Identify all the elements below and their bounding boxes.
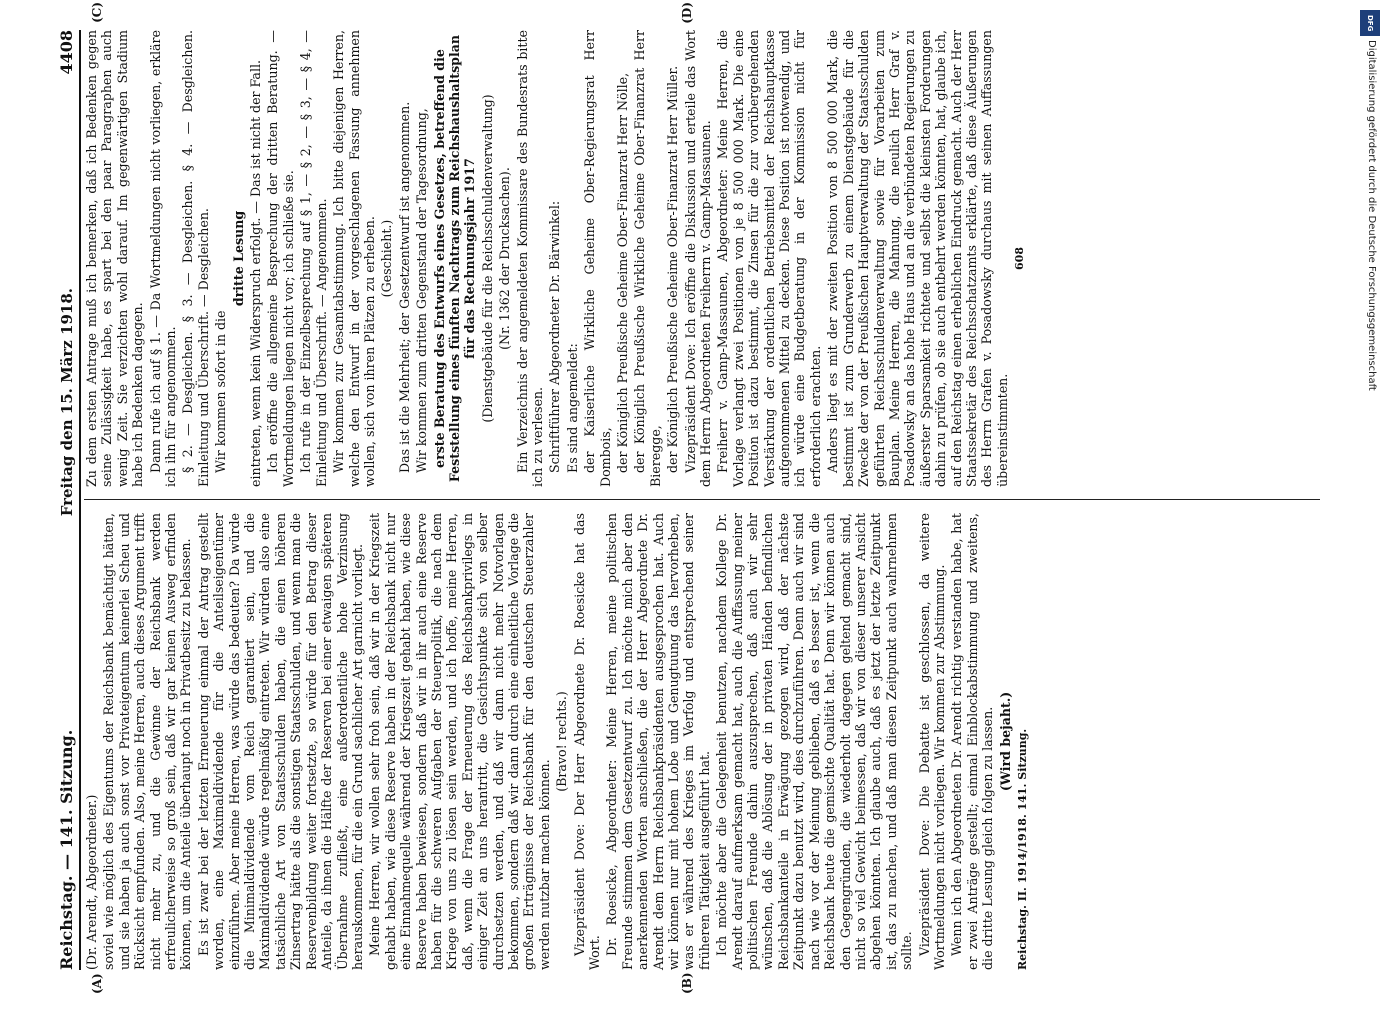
commissioner-item: der Königlich Preußische Wirkliche Geheime Ober-Finanzrat Herr Bieregge,: [632, 30, 663, 487]
bill-title: erste Beratung des Entwurfs eines Gesetzes, betreffend die Feststellung eines fünften Nachtrags zum Reichshaushaltsplan für das Rechnungsjahr 1917: [431, 34, 478, 483]
speaker-tag: (Dr. Arendt, Abgeordneter.): [84, 794, 99, 970]
page-number: 4408: [57, 30, 76, 75]
president-remark: Vizepräsident Dove: Der Herr Abgeordnete Dr. Roesicke hat das Wort.: [571, 513, 602, 970]
paragraph: eintreten, wenn kein Widerspruch erfolgt. — Das ist nicht der Fall.: [248, 59, 264, 487]
right-column: [84, 30, 1320, 487]
paragraph: Das ist die Mehrheit; der Gesetzentwurf ist angenommen.: [396, 101, 412, 473]
text-columns: [84, 30, 1320, 970]
commissioner-item: der Königlich Preußische Geheime Ober-Finanzrat Herr Müller.: [665, 65, 681, 473]
paragraph: Ich rufe in der Einzelbesprechung auf § 1, — § 2, — § 3, — § 4, — Einleitung und Überschrift. — Angenommen.: [298, 30, 329, 487]
rotated-page-content: [40, 0, 1340, 1000]
print-number: (Nr. 1362 der Drucksachen).: [497, 167, 513, 350]
left-column: [84, 513, 1320, 970]
paragraph: Ich möchte aber die Gelegenheit benutzen, nachdem Kollege Dr. Arendt darauf aufmerksam gemacht hat, auch die Auffassung meiner politischen Freunde dahin auszusprechen, daß auch wir sehr wünschen, daß die Ablösung der in privaten Händen befindlichen Reichsbankanteile in Erwägung gezogen wird, daß der nächste Zeitpunkt dazu benutzt wird, dies durchzuführen. Denn auch wir sind nach wie vor der Meinung geblieben, daß es besser ist, wenn die Reichsbank heute die gemischte Qualität hat. Denn wir können auch den Gegengründen, die wiederholt dagegen geltend gemacht sind, nicht so viel Gewicht beimessen, daß wir von dieser unserer Ansicht abgehen könnten. Ich glaube auch, daß es jetzt der letzte Zeitpunkt ist, das zu machen, und daß man diesen Zeitpunkt auch wahrnehmen sollte.: [714, 513, 915, 970]
paragraph: Dann rufe ich auf § 1. — Da Wortmeldungen nicht vorliegen, erkläre ich ihn für angenommen.: [147, 30, 179, 487]
paragraph: Ich eröffne die allgemeine Besprechung der dritten Beratung. — Wortmeldungen liegen nicht vor; ich schließe sie.: [265, 30, 296, 487]
paragraph: Wir kommen sofort in die: [213, 310, 229, 473]
paragraph: Zu dem ersten Antrage muß ich bemerken, daß ich Bedenken gegen seine Zulässigkeit habe, es spart bei den paar Paragraphen auch wenig Zeit. Sie verzichten wohl darauf. Im gegenwärtigen Stadium habe ich Bedenken dagegen.: [84, 30, 146, 487]
section-heading: dritte Lesung: [230, 210, 246, 307]
commissioner-item: der Königlich Preußische Geheime Ober-Finanzrat Herr Nölle,: [615, 72, 630, 473]
commissioner-item: der Kaiserliche Wirkliche Geheime Ober-Regierungsrat Herr Dombois,: [582, 30, 613, 487]
secretary-speaker: Schriftführer Abgeordneter Dr. Bärwinkel:: [547, 200, 563, 473]
margin-mark-b: (B): [680, 972, 694, 994]
paragraph: Freiherr v. Gamp-Massaunen, Abgeordneter: Meine Herren, die Vorlage verlangt zwei Positionen von je 8 500 000 Mark. Die eine Position ist dazu bestimmt, die Zinsen für die zur vorübergehenden Verstärkung der ordentlichen Betriebsmittel der Reichshauptkasse aufgenommenen Mittel zu decken. Diese Position ist notwendig, und ich würde eine Budgetberatung in der Kommission nicht für erforderlich erachten.: [715, 30, 823, 487]
note: (Wird bejaht.): [997, 691, 1013, 792]
margin-mark-c: (C): [90, 2, 104, 23]
page-footer-number: 608: [1013, 247, 1027, 270]
paragraph: Dr. Roesicke, Abgeordneter: Meine Herren, meine politischen Freunde stimmen dem Gesetzentwurf zu. Ich möchte mich aber den anerkennenden Worten anschließen, die der Herr Abgeordnete Dr. Arendt dem Herrn Reichsbankpräsidenten ausgesprochen hat. Auch wir können nur mit hohem Lobe und Genugtuung das hervorheben, was er während des Krieges im Verfolg und entsprechend seiner früheren Tätigkeit ausgeführt hat.: [604, 513, 712, 970]
paragraph: Wir kommen zur Gesamtabstimmung. Ich bitte diejenigen Herren, welche den Entwurf in der vorgeschlagenen Fassung annehmen wollen, sich von ihren Plätzen zu erheben.: [331, 30, 377, 487]
page-header: [54, 30, 81, 970]
president-remark: Vizepräsident Dove: Ich eröffne die Diskussion und erteile das Wort dem Herrn Abgeordneten Freiherrn v. Gamp-Massaunen.: [682, 30, 714, 487]
dfg-logo: DFG: [1360, 10, 1380, 36]
paragraph: Wir kommen zum dritten Gegenstand der Tagesordnung,: [414, 108, 430, 473]
paragraph: Ein Verzeichnis der angemeldeten Kommissare des Bundesrats bitte ich zu verlesen.: [514, 30, 545, 487]
applause-note: (Bravo! rechts.): [554, 691, 570, 792]
paragraph: Es ist zwar bei der letzten Erneuerung einmal der Antrag gestellt worden, eine Maximaldividende für die Anteilseigentümer einzuführen. Aber meine Herren, was würde das bedeuten? Da würde die Minimaldividende vom Reich garantiert sein, und die Maximaldividende würde regelmäßig eintreten. Wir würden also eine tatsächliche Art von Staatsschulden haben, die einen höheren Zinsertrag hätte als die sonstigen Staatsschulden, und wenn man die Reservenbildung weiter fortsetzte, so würde für den Betrag dieser Anteile, da ihnen die Hälfte der Reserven bei einer etwaigen späteren Übernahme zufließt, eine außerordentliche hohe Verzinsung herauskommen, für die ein Grund sachlicher Art garnicht vorliegt.: [195, 513, 365, 970]
paragraph: Wenn ich den Abgeordneten Dr. Arendt richtig verstanden habe, hat er zwei Anträge gestellt; einmal Einblockabstimmung und zweitens, die dritte Lesung gleich folgen zu lassen.: [949, 513, 996, 970]
note: (Geschieht.): [379, 219, 395, 298]
paragraph: Es sind angemeldet:: [564, 343, 580, 473]
digitization-note: Digitalisierung gefördert durch die Deutsche Forschungsgemeinschaft: [1366, 40, 1377, 391]
paragraph: Meine Herren, wir wollen sehr froh sein, daß wir in der Kriegszeit gehabt haben, wie diese Reserve haben in der Reichsbank nicht nur eine Einnahmequelle während der Kriegszeit gehabt haben, wie diese Reserve haben bewiesen, sondern daß wir in ihr auch eine Reserve haben für die schweren Aufgaben der Steuerpolitik, die nach dem Kriege von uns zu lösen sein werden, und ich hoffe, meine Herren, daß, wenn die Frage der Erneuerung des Reichsbankprivilegs in einiger Zeit an uns herantritt, die Gesichtspunkte sich von selber durchsetzen werden, und daß wir dann nicht mehr Notvorlagen bekommen, sondern daß wir dann durch eine einheitliche Vorlage die großen Erträgnisse der Reichsbank für den deutschen Steuerzahler werden nutzbar machen können.: [367, 513, 552, 970]
margin-mark-d: (D): [680, 2, 694, 24]
paragraph: § 2. — Desgleichen. § 3. — Desgleichen. § 4. — Desgleichen. Einleitung und Überschrift. — Desgleichen.: [180, 30, 211, 487]
header-left: Reichstag. — 141. Sitzung.: [57, 729, 76, 970]
paragraph: Anders liegt es mit der zweiten Position von 8 500 000 Mark, die bestimmt ist zum Grunderwerb zu einem Dienstgebäude für die Zwecke der von der Preußischen Hauptverwaltung der Staatsschulden geführten Reichsschuldenverwaltung sowie für Vorarbeiten zum Bauplan. Meine Herren, die Mahnung, die neulich Herr Graf v. Posadowsky an das hohe Haus und an die verbündeten Regierungen zu äußerster Sparsamkeit richtete und selbst die kleinsten Forderungen dahin zu prüfen, ob sie auch entbehrt werden könnten, hat, glaube ich, auf den Reichstag einen erheblichen Eindruck gemacht. Auch der Herr Staatssekretär des Reichsschatzamts erklärte, daß diese Äußerungen des Herrn Grafen v. Posadowsky durchaus mit seinen Auffassungen übereinstimmten.: [825, 30, 1010, 487]
margin-mark-a: (A): [90, 973, 104, 994]
page-footer: Reichstag. II. 1914/1918. 141. Sitzung.: [1015, 728, 1029, 970]
president-remark: Vizepräsident Dove: Die Debatte ist geschlossen, da weitere Wortmeldungen nicht vorliegen. Wir kommen zur Abstimmung.: [916, 513, 947, 970]
bill-subtitle: (Dienstgebäude für die Reichsschuldenverwaltung): [479, 94, 495, 423]
header-date: Freitag den 15. März 1918.: [58, 287, 76, 517]
paragraph: soviel wie möglich des Eigentums der Reichsbank bemächtigt hätten, und sie haben ja auch sonst vor Privateigentum keinerlei Scheu und Rücksicht empfunden. Also, meine Herren, auch dieses Argument trifft nicht mehr zu, und die Gewinne der Reichsbank werden erfreulicherweise so groß sein, daß wir gar keinen Ausweg erfinden können, um die Anteile überhaupt noch in Privatbesitz zu belassen.: [101, 513, 194, 970]
